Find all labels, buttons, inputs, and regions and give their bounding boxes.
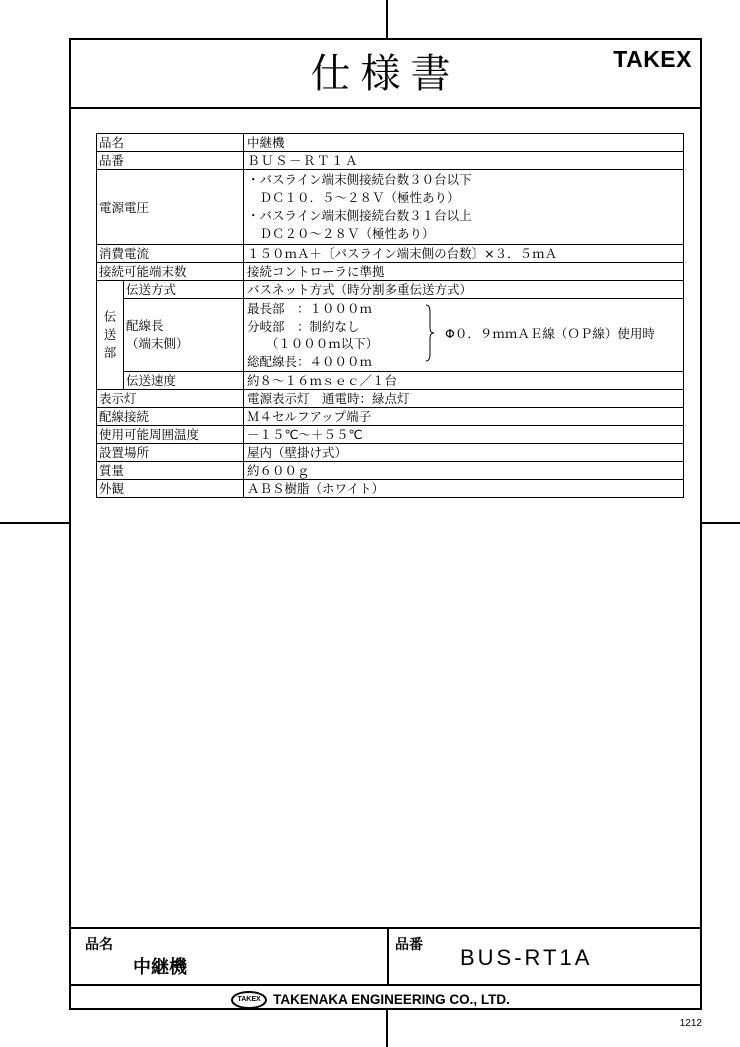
table-row (97, 426, 684, 444)
document-frame (69, 38, 702, 1010)
spec-value-location: 屋内（壁掛け式） (244, 444, 684, 462)
table-row (97, 462, 684, 480)
page-number: 1212 (679, 1018, 702, 1029)
wiring-line: 最長部 ：１０００ｍ (247, 301, 373, 316)
spec-label-code: 品番 (97, 152, 244, 170)
voltage-line: ・バスライン端末側接続台数３１台以上 (247, 208, 472, 223)
crop-mark-left (0, 522, 69, 524)
section-char: 部 (103, 345, 117, 360)
section-char: 伝 (103, 309, 117, 324)
footer-code-label: 品番 (395, 937, 423, 953)
voltage-line: ＤＣ２０～２８Ｖ（極性あり） (247, 226, 435, 241)
footer-code-value: BUS-RT1A (460, 945, 593, 970)
spec-label-indicator: 表示灯 (97, 390, 244, 408)
table-row (97, 170, 684, 245)
spec-label-location: 設置場所 (97, 444, 244, 462)
company-block (71, 986, 700, 1010)
table-row (97, 480, 684, 498)
spec-value-indicator: 電源表示灯 通電時：緑点灯 (244, 390, 684, 408)
wiring-label-line: 配線長 (126, 318, 164, 333)
title-block (71, 927, 700, 986)
spec-value-mass: 約６００ｇ (244, 462, 684, 480)
spec-value-current: １５０ｍＡ＋〔バスライン端末側の台数〕×３．５ｍＡ (244, 245, 684, 263)
transmission-section-label (97, 281, 124, 390)
brace-icon (425, 304, 435, 362)
crop-mark-bottom (386, 1010, 388, 1047)
spec-value-method: バスネット方式（時分割多重伝送方式） (244, 281, 684, 299)
voltage-line: ・バスライン端末側接続台数３０台以下 (247, 172, 472, 187)
spec-label-terminals: 接続可能端末数 (97, 263, 244, 281)
spec-label-voltage: 電源電圧 (97, 170, 244, 245)
voltage-line: ＤＣ１０．５～２８Ｖ（極性あり） (247, 190, 460, 205)
table-row (97, 408, 684, 426)
crop-mark-right (702, 522, 740, 524)
spec-label-temperature: 使用可能周囲温度 (97, 426, 244, 444)
table-row (97, 372, 684, 390)
spec-label-appearance: 外観 (97, 480, 244, 498)
section-char: 送 (103, 327, 117, 342)
spec-value-wiring-length (244, 299, 684, 372)
spec-value-appearance: ＡＢＳ樹脂（ホワイト） (244, 480, 684, 498)
table-row (97, 152, 684, 170)
document-title: 仕様書 (310, 51, 461, 97)
wiring-note: Φ０．９ｍｍＡＥ線（ＯＰ線）使用時 (445, 326, 655, 341)
company-logo: TAKEX (231, 991, 267, 1009)
table-row (97, 299, 684, 372)
footer-name-value: 中継機 (133, 957, 187, 978)
wiring-line: 総配線長：４０００ｍ (247, 353, 373, 369)
table-row (97, 134, 684, 152)
table-row (97, 390, 684, 408)
spec-label-speed: 伝送速度 (124, 372, 244, 390)
wiring-line: （１０００ｍ以下） (247, 336, 379, 351)
spec-value-temperature: －１５℃～＋５５℃ (244, 426, 684, 444)
spec-value-wiring-connection: Ｍ４セルフアップ端子 (244, 408, 684, 426)
spec-label-method: 伝送方式 (124, 281, 244, 299)
table-row (97, 245, 684, 263)
spec-value-code: ＢＵＳ－ＲＴ１Ａ (244, 152, 684, 170)
spec-label-name: 品名 (97, 134, 244, 152)
title-block-divider (387, 929, 389, 984)
spec-label-wiring-connection: 配線接続 (97, 408, 244, 426)
spec-value-speed: 約８～１６ｍｓｅｃ／１台 (244, 372, 684, 390)
wiring-line: 分岐部 ：制約なし (247, 318, 360, 334)
spec-value-terminals: 接続コントローラに準拠 (244, 263, 684, 281)
table-row (97, 444, 684, 462)
brand-logo: TAKEX (613, 46, 692, 72)
document-header (71, 40, 700, 109)
spec-label-wiring-length (124, 299, 244, 372)
table-row (97, 263, 684, 281)
table-row (97, 281, 684, 299)
spec-label-current: 消費電流 (97, 245, 244, 263)
spec-value-name: 中継機 (244, 134, 684, 152)
spec-table (96, 133, 684, 498)
crop-mark-top (386, 0, 388, 38)
spec-label-mass: 質量 (97, 462, 244, 480)
company-name: TAKENAKA ENGINEERING CO., LTD. (273, 992, 510, 1007)
spec-value-voltage (244, 170, 684, 245)
footer-name-label: 品名 (85, 937, 113, 953)
wiring-label-line: （端末側） (126, 336, 189, 351)
